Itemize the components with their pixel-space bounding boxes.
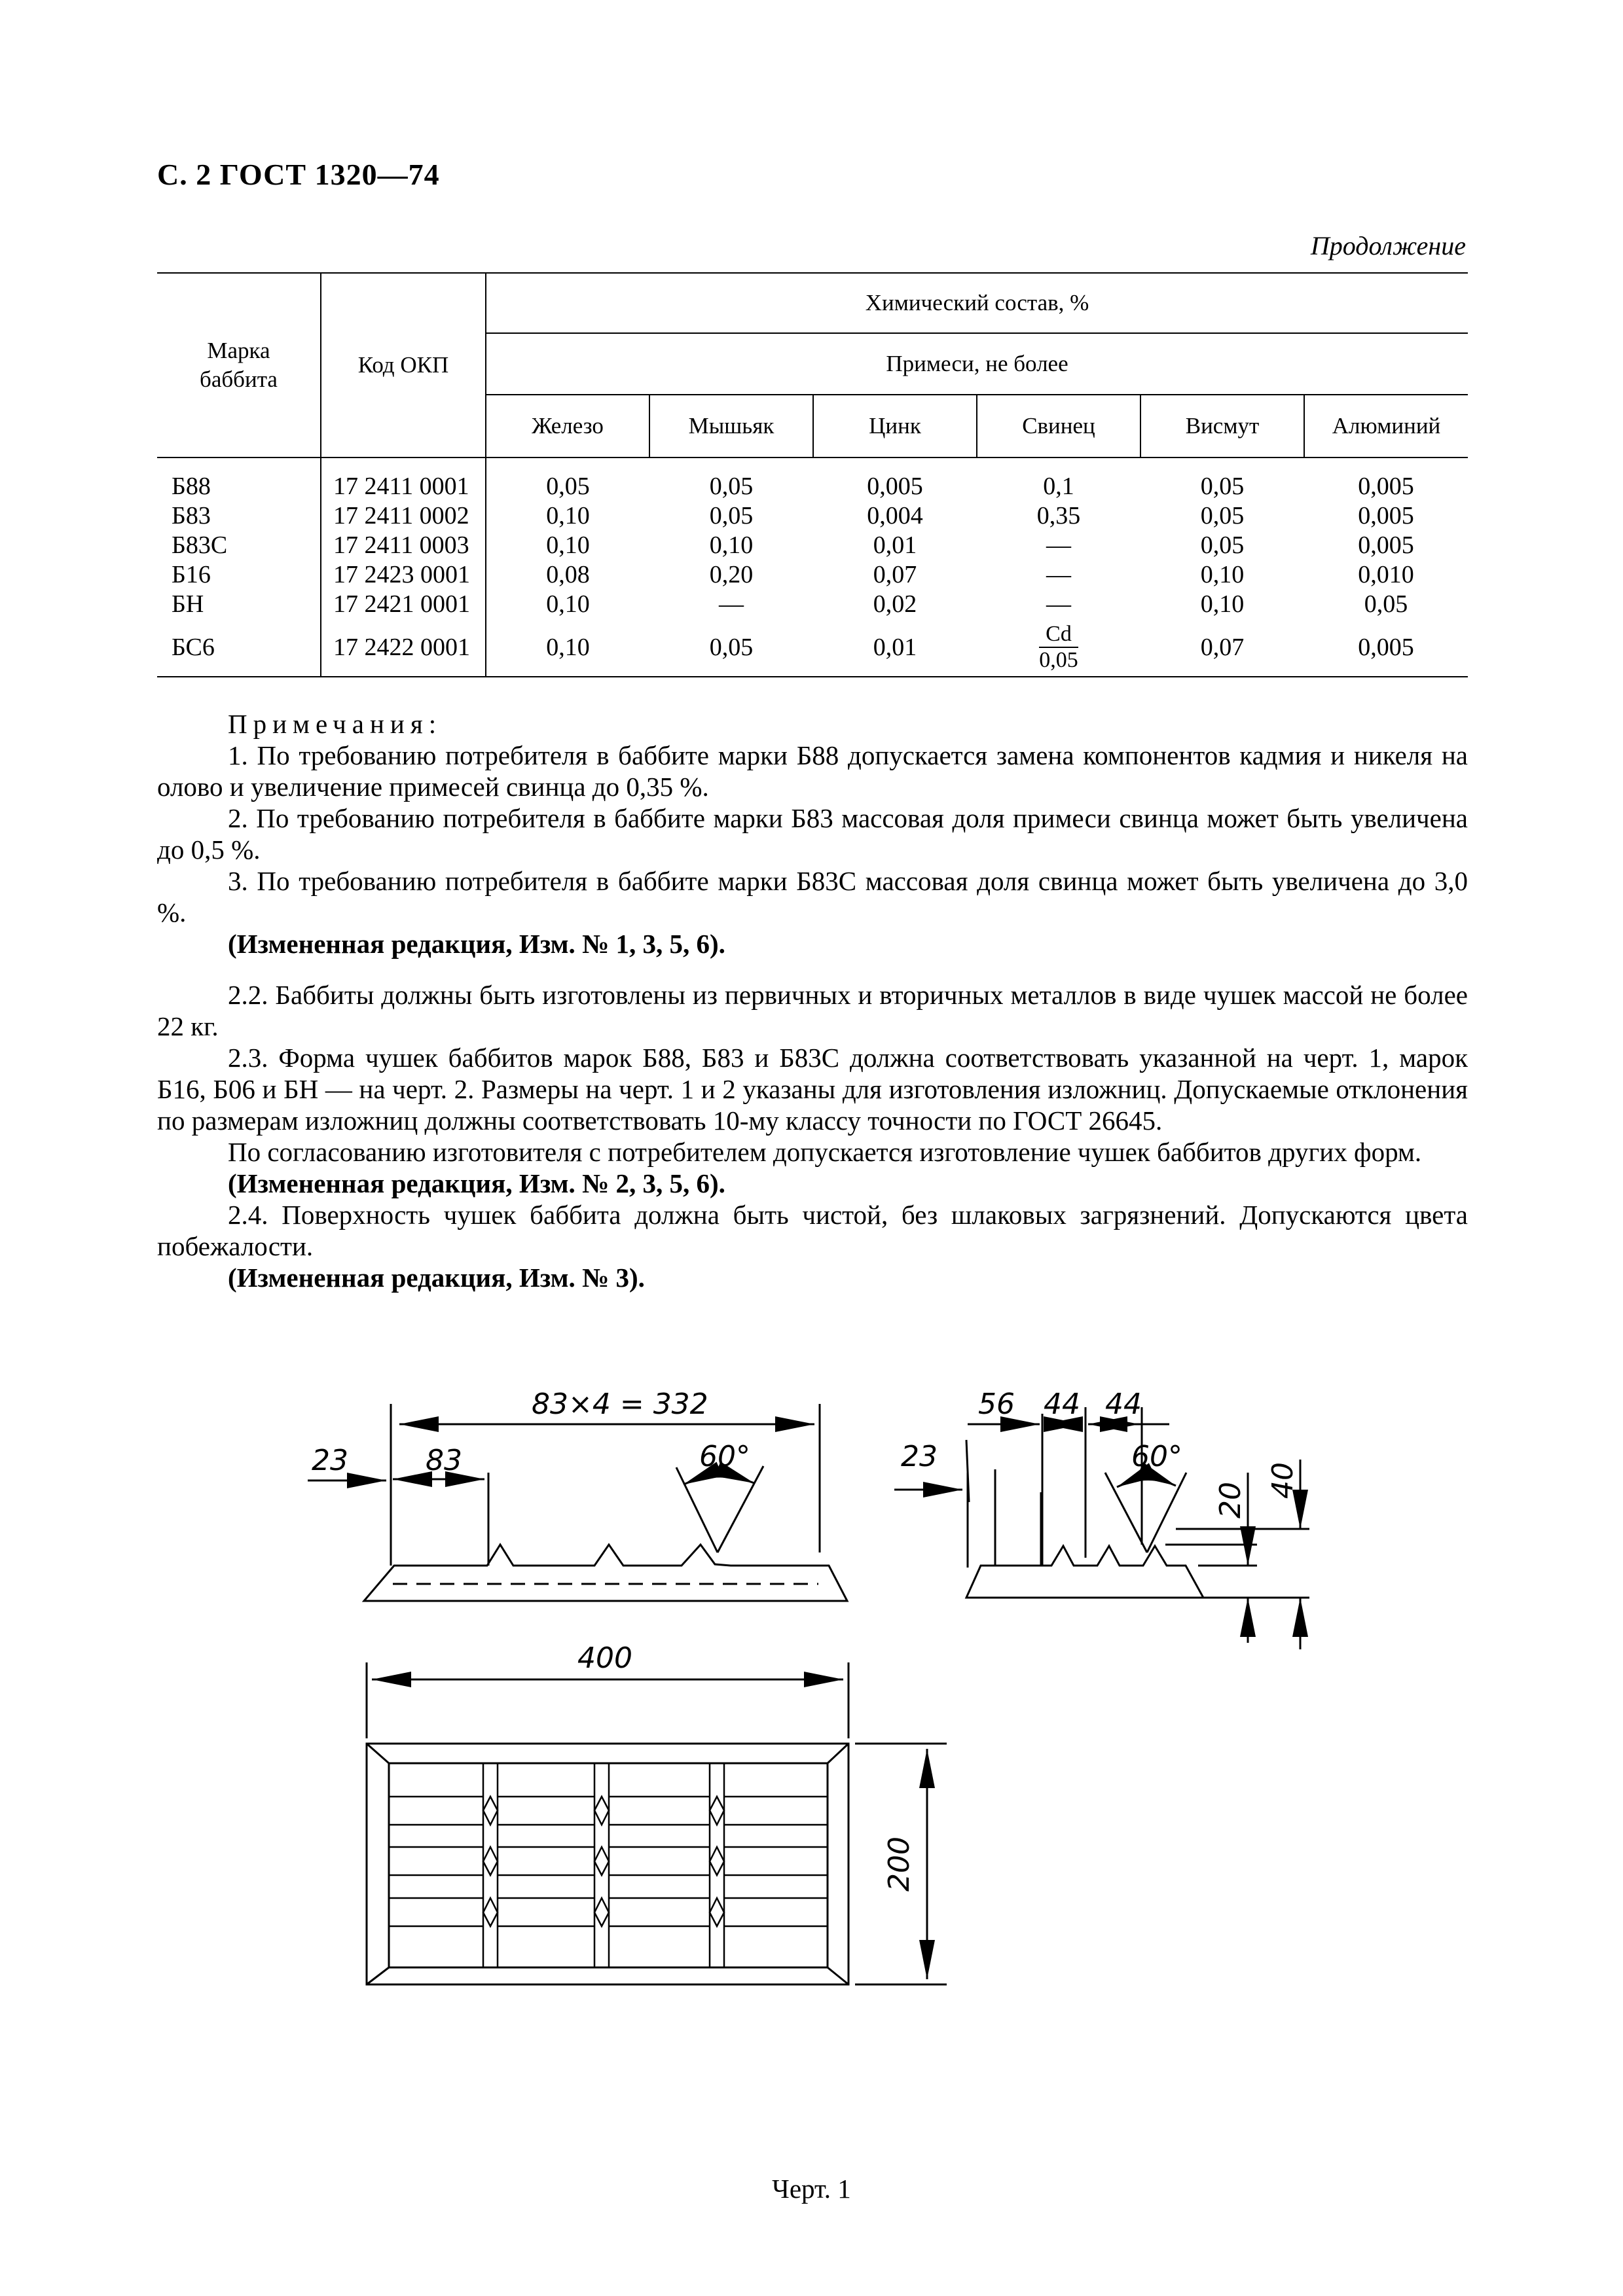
dim-angle-label: 60° xyxy=(699,1440,750,1473)
cell-value: 0,05 xyxy=(1200,502,1245,529)
dim-edge-label: 23 xyxy=(312,1444,348,1477)
cell-code: 17 2411 0001 xyxy=(321,472,486,501)
header-element-arsenic: Мышьяк xyxy=(649,395,813,457)
paragraph-2-3: 2.3. Форма чушек баббитов марок Б88, Б83 и Б83С должна соответствовать указанной на черт. 1, марок Б16, Б06 и БН — на черт. 2. Размеры на черт. 1 и 2 указаны для изготовления изложниц. Допускаемые отклонения по размерам изложниц должны соответствовать 10-му классу точности по ГОСТ 26645. xyxy=(157,1043,1468,1136)
figure-caption: Черт. 1 xyxy=(772,2174,851,2204)
header-grade: Марка баббита xyxy=(157,273,321,457)
cell-grade: Б83С xyxy=(172,531,228,559)
side-edge-label: 23 xyxy=(901,1440,938,1473)
plan-length-label: 400 xyxy=(577,1641,632,1675)
header-element-bismuth: Висмут xyxy=(1140,395,1304,457)
header-element-aluminium: Алюминий xyxy=(1304,395,1468,457)
cell-grade: Б16 xyxy=(172,561,211,588)
cell-value: 0,20 xyxy=(709,561,754,588)
header-element-zinc: Цинк xyxy=(813,395,977,457)
fraction-top: Cd xyxy=(1039,622,1078,648)
cell-code: 17 2422 0001 xyxy=(321,619,486,677)
cell-value: 0,10 xyxy=(486,619,649,677)
cell-code: 17 2421 0001 xyxy=(321,590,486,619)
continuation-label: Продолжение xyxy=(1310,231,1466,260)
revision-note: (Измененная редакция, Изм. № 2, 3, 5, 6). xyxy=(228,1168,725,1198)
cell-value: 0,05 xyxy=(486,472,649,501)
cell-code: 17 2411 0002 xyxy=(321,501,486,531)
side-40-label: 40 xyxy=(1266,1462,1300,1499)
header-impurities: Примеси, не более xyxy=(486,333,1468,395)
revision-note: (Измененная редакция, Изм. № 3). xyxy=(228,1263,645,1293)
cell-code: 17 2423 0001 xyxy=(321,560,486,590)
page-header: С. 2 ГОСТ 1320—74 xyxy=(157,158,440,191)
side-angle-label: 60° xyxy=(1131,1440,1182,1473)
note-item: 3. По требованию потребителя в баббите марки Б83С массовая доля свинца может быть увеличена до 3,0 %. xyxy=(157,866,1468,927)
cell-value: 0,005 xyxy=(1358,473,1414,500)
cell-grade: БН xyxy=(172,590,204,618)
cell-value: 0,010 xyxy=(1358,561,1414,588)
cell-value: 0,05 xyxy=(1364,590,1408,618)
cell-value: 0,004 xyxy=(867,502,923,529)
cell-value: 0,08 xyxy=(486,560,649,590)
cell-value: 0,35 xyxy=(1036,502,1081,529)
cell-value: 0,01 xyxy=(813,619,977,677)
cell-value: 0,05 xyxy=(1200,531,1245,559)
cell-value: 0,10 xyxy=(486,531,649,560)
cell-value: 0,005 xyxy=(1304,619,1468,677)
cell-value: 0,005 xyxy=(867,473,923,500)
front-view xyxy=(308,1404,847,1601)
cell-value: 0,07 xyxy=(1140,619,1304,677)
paragraph-2-3b: По согласованию изготовителя с потребителем допускается изготовление чушек баббитов других форм. xyxy=(228,1137,1422,1167)
cell-value: 0,07 xyxy=(873,561,917,588)
cell-value: 0,05 xyxy=(709,502,754,529)
cell-value: 0,05 xyxy=(1200,473,1245,500)
cell-value: — xyxy=(1046,561,1071,588)
note-item: 2. По требованию потребителя в баббите марки Б83 массовая доля примеси свинца может быть увеличена до 0,5 %. xyxy=(157,803,1468,865)
cell-value: — xyxy=(1046,531,1071,559)
cell-value: 0,005 xyxy=(1358,531,1414,559)
side-44a-label: 44 xyxy=(1044,1388,1080,1421)
paragraph-2-4: 2.4. Поверхность чушек баббита должна быть чистой, без шлаковых загрязнений. Допускаются цвета побежалости. xyxy=(157,1200,1468,1261)
cell-value: 0,10 xyxy=(1200,590,1245,618)
fraction-bottom: 0,05 xyxy=(1039,647,1078,672)
cell-value: 0,10 xyxy=(486,590,649,619)
cell-value: 0,05 xyxy=(709,473,754,500)
cell-value: 0,05 xyxy=(649,619,813,677)
dim-pitch-label: 83 xyxy=(426,1444,462,1477)
cell-code: 17 2411 0003 xyxy=(321,531,486,560)
cell-grade: Б83 xyxy=(172,502,211,529)
side-56-label: 56 xyxy=(978,1388,1015,1421)
cell-value: 0,005 xyxy=(1358,502,1414,529)
cell-grade: БС6 xyxy=(157,619,321,677)
revision-note: (Измененная редакция, Изм. № 1, 3, 5, 6). xyxy=(228,929,725,959)
plan-width-label: 200 xyxy=(883,1837,916,1892)
paragraph-2-2: 2.2. Баббиты должны быть изготовлены из первичных и вторичных металлов в виде чушек массой не более 22 кг. xyxy=(157,980,1468,1041)
cell-value: 0,10 xyxy=(1200,561,1245,588)
cell-value: — xyxy=(719,590,744,618)
note-item: 1. По требованию потребителя в баббите марки Б88 допускается замена компонентов кадмия и никеля на олово и увеличение примесей свинца до 0,35 %. xyxy=(157,740,1468,802)
notes-title: Примечания: xyxy=(228,709,443,739)
plan-view xyxy=(367,1662,947,1984)
cell-value: 0,02 xyxy=(873,590,917,618)
header-code: Код ОКП xyxy=(321,273,486,457)
header-composition: Химический состав, % xyxy=(486,273,1468,333)
dim-total-label: 83×4 = 332 xyxy=(532,1388,708,1421)
side-view xyxy=(894,1407,1309,1649)
side-20-label: 20 xyxy=(1214,1482,1247,1518)
cell-value: 0,01 xyxy=(873,531,917,559)
header-element-iron: Железо xyxy=(486,395,649,457)
side-44b-label: 44 xyxy=(1105,1388,1142,1421)
cell-grade: Б88 xyxy=(172,473,211,500)
cell-value: 0,10 xyxy=(709,531,754,559)
cell-value: 0,1 xyxy=(1043,473,1074,500)
cell-value: — xyxy=(1046,590,1071,618)
header-element-lead: Свинец xyxy=(977,395,1140,457)
cell-value: 0,10 xyxy=(486,501,649,531)
